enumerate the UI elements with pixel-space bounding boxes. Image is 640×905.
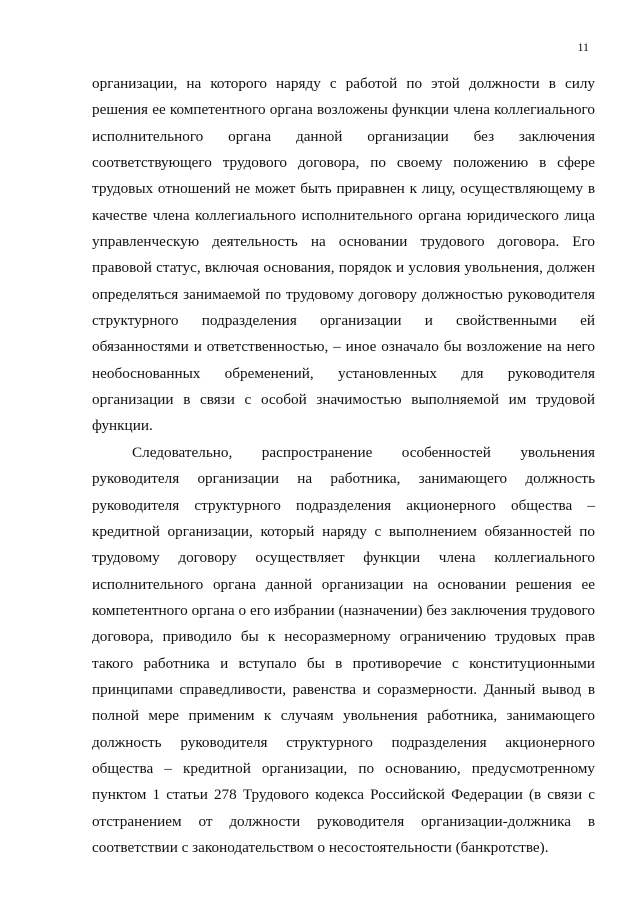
- paragraph-continuation: организации, на которого наряду с работой по этой должности в силу решения ее компетентного органа возложены функции члена коллегиального исполнительного органа данной организации без заключения соответствующего трудового договора, по своему положению в сфере трудовых отношений не может быть приравнен к лицу, осуществляющему в качестве члена коллегиального исполнительного органа юридического лица управленческую деятельность на основании трудового договора. Его правовой статус, включая основания, порядок и условия увольнения, должен определяться занимаемой по трудовому договору должностью руководителя структурного подразделения организации и свойственными ей обязанностями и ответственностью, – иное означало бы возложение на него необоснованных обременений, установленных для руководителя организации в связи с особой значимостью выполняемой им трудовой функции.: [92, 75, 595, 435]
- document-body: [92, 71, 595, 861]
- paragraph-conclusion: Следовательно, распространение особенностей увольнения руководителя организации на работника, занимающего должность руководителя структурного подразделения акционерного общества – кредитной организации, который наряду с выполнением обязанностей по трудовому договору осуществляет функции члена коллегиального исполнительного органа данной организации на основании решения ее компетентного органа о его избрании (назначении) без заключения трудового договора, приводило бы к несоразмерному ограничению трудовых прав такого работника и вступало бы в противоречие с конституционными принципами справедливости, равенства и соразмерности. Данный вывод в полной мере применим к случаям увольнения работника, занимающего должность руководителя структурного подразделения акционерного общества – кредитной организации, по основанию, предусмотренному пунктом 1 статьи 278 Трудового кодекса Российской Федерации (в связи с отстранением от должности руководителя организации-должника в соответствии с законодательством о несостоятельности (банкротстве).: [92, 443, 595, 856]
- page-number: 11: [577, 40, 589, 54]
